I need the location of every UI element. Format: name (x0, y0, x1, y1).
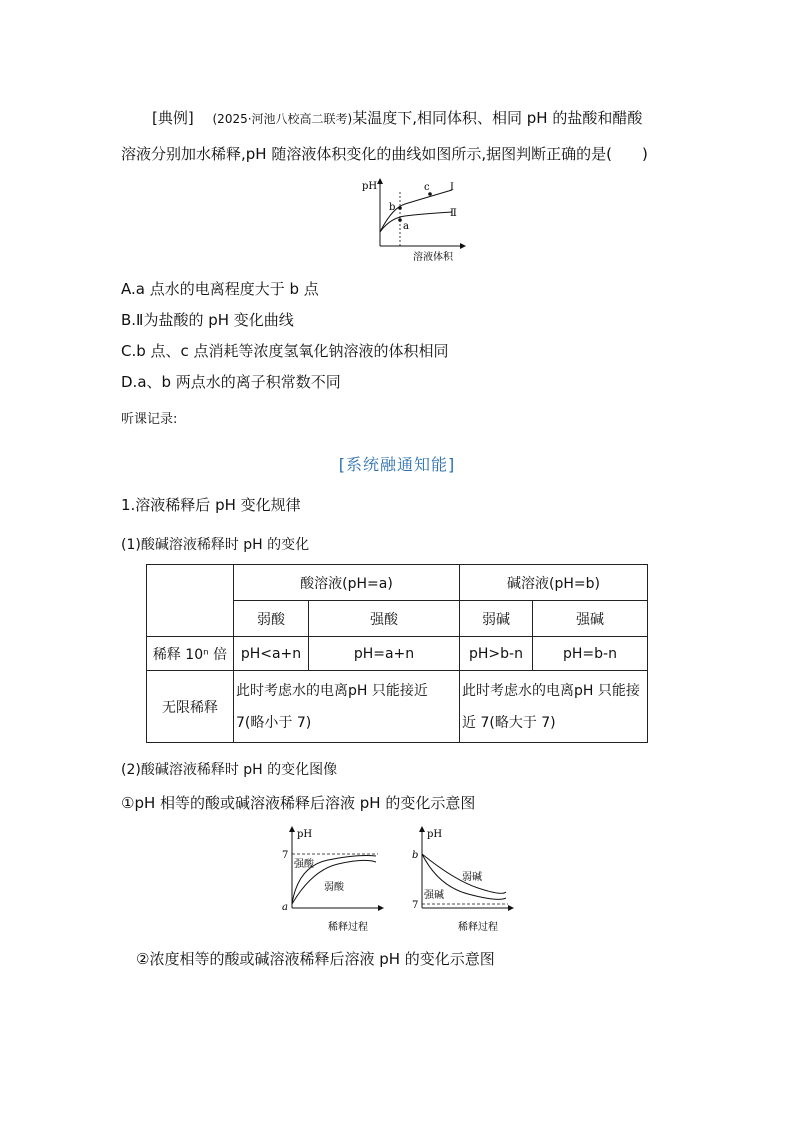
table-corner (147, 565, 234, 637)
notes-label: 听课记录: (121, 412, 178, 427)
option-a: A.a 点水的电离程度大于 b 点 (121, 280, 319, 298)
weak-acid-header: 弱酸 (234, 601, 309, 637)
strong-acid-header: 强酸 (309, 601, 460, 637)
base-infinite-line1: 此时考虑水的电离pH 只能接 (462, 682, 640, 699)
sub-1-title: (1)酸碱溶液稀释时 pH 的变化 (121, 537, 310, 553)
example-tag: [典例] (152, 109, 194, 127)
row-dilute-label: 稀释 10ⁿ 倍 (147, 637, 234, 671)
fig2-ylabel: pH (297, 829, 313, 840)
base-infinite-line2: 近 7(略大于 7) (462, 714, 556, 731)
fig3-tick-7: 7 (412, 900, 419, 911)
fig3-ylabel: pH (427, 829, 443, 840)
point-a (398, 218, 402, 222)
weak-base-header: 弱碱 (460, 601, 533, 637)
fig2-xlabel: 稀释过程 (328, 922, 368, 933)
acid-infinite-line2: 7(略小于 7) (236, 714, 312, 731)
fig2-tick-7: 7 (282, 850, 289, 861)
example-source: (2025·河池八校高二联考) (212, 112, 353, 126)
fig3-tick-b: b (412, 850, 419, 861)
fig2-tick-a: a (282, 902, 288, 913)
example-line-2: 溶液分别加水稀释,pH 随溶液体积变化的曲线如图所示,据图判断正确的是( ) (121, 145, 648, 163)
example-line-1 (152, 108, 642, 129)
fig3-strong-label: 强碱 (424, 890, 444, 901)
label-a: a (403, 221, 409, 232)
option-d: D.a、b 两点水的离子积常数不同 (121, 373, 341, 391)
sub-2-title: (2)酸碱溶液稀释时 pH 的变化图像 (121, 762, 338, 778)
fig2-strong-label: 强酸 (294, 859, 314, 870)
point-b (398, 206, 402, 210)
label-curve-I: Ⅰ (450, 182, 454, 193)
fig2-weak-label: 弱酸 (324, 882, 344, 893)
weak-base-dilute: pH>b-n (460, 637, 533, 671)
acid-infinite-line1: 此时考虑水的电离pH 只能接近 (236, 682, 428, 699)
strong-base-dilute: pH=b-n (533, 637, 648, 671)
strong-base-header: 强碱 (533, 601, 648, 637)
ph-dilution-figure (360, 174, 470, 266)
weak-acid-dilute: pH<a+n (234, 637, 309, 671)
acid-infinite-cell (234, 671, 460, 743)
label-curve-II: Ⅱ (450, 208, 457, 219)
fig3-weak-label: 弱碱 (462, 872, 482, 883)
base-dilution-figure (408, 824, 520, 936)
dilution-table (146, 564, 648, 743)
label-b: b (389, 202, 396, 213)
option-b: B.Ⅱ为盐酸的 pH 变化曲线 (121, 311, 294, 329)
example-text-1: 某温度下,相同体积、相同 pH 的盐酸和醋酸 (352, 109, 643, 127)
option-c: C.b 点、c 点消耗等浓度氢氧化钠溶液的体积相同 (121, 342, 449, 360)
strong-acid-dilute: pH=a+n (309, 637, 460, 671)
base-header: 碱溶液(pH=b) (460, 565, 648, 601)
fig1-xlabel: 溶液体积 (413, 252, 453, 263)
section-heading: [系统融通知能] (338, 455, 456, 474)
acid-header: 酸溶液(pH=a) (234, 565, 460, 601)
item-1-title: ①pH 相等的酸或碱溶液稀释后溶液 pH 的变化示意图 (121, 794, 476, 812)
base-infinite-cell (460, 671, 648, 743)
point-1-title: 1.溶液稀释后 pH 变化规律 (121, 496, 301, 514)
item-2-title: ②浓度相等的酸或碱溶液稀释后溶液 pH 的变化示意图 (136, 950, 495, 968)
label-c: c (424, 182, 430, 193)
fig3-xlabel: 稀释过程 (458, 922, 498, 933)
acid-dilution-figure (278, 824, 390, 936)
row-infinite-label: 无限稀释 (147, 671, 234, 743)
fig1-ylabel: pH (362, 181, 378, 192)
